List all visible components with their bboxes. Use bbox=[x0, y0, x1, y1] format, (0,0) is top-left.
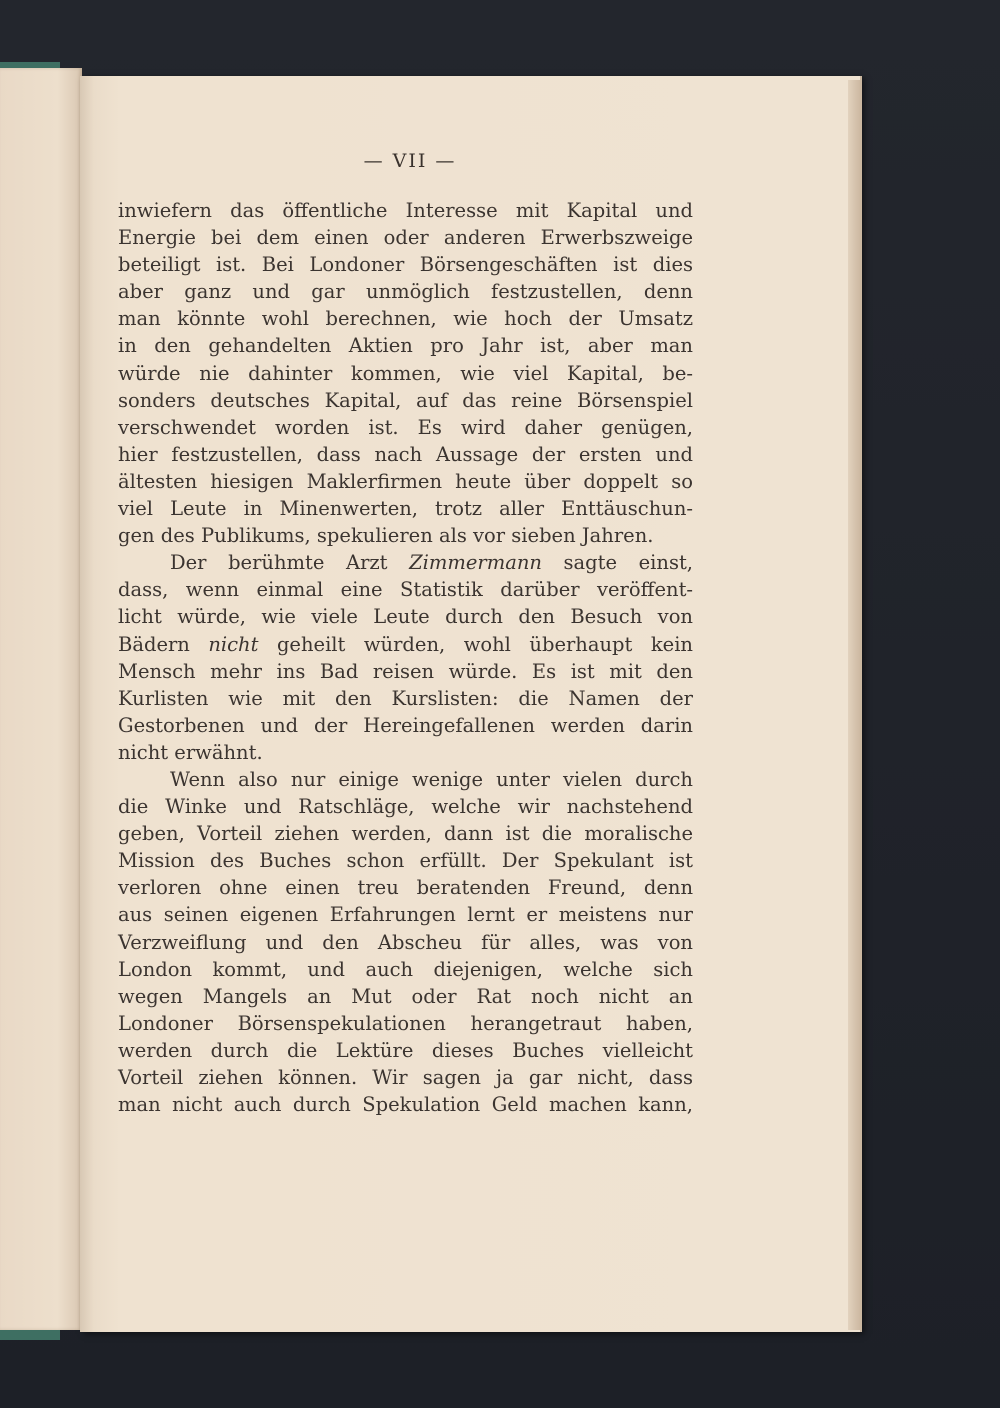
text-line: aus seinen eigenen Erfahrungen lernt er meistens nur bbox=[118, 903, 693, 927]
text-line: gen des Publikums, spekulieren als vor sieben Jahren. bbox=[118, 524, 654, 548]
text-line: Kurlisten wie mit den Kurslisten: die Namen der bbox=[118, 686, 693, 710]
text-line: Energie bei dem einen oder anderen Erwerbszweige bbox=[118, 226, 693, 250]
text-line: Vorteil ziehen können. Wir sagen ja gar nicht, dass bbox=[118, 1066, 693, 1089]
text-line: in den gehandelten Aktien pro Jahr ist, aber man bbox=[118, 334, 693, 358]
text-line: licht würde, wie viele Leute durch den Besuch von bbox=[118, 605, 693, 629]
text-line: aber ganz und gar unmöglich festzustellen, denn bbox=[118, 280, 693, 304]
text-line: würde nie dahinter kommen, wie viel Kapital, be- bbox=[118, 361, 693, 385]
text-line: hier festzustellen, dass nach Aussage der ersten und bbox=[118, 442, 693, 466]
body-text bbox=[118, 197, 693, 1118]
text-line: beteiligt ist. Bei Londoner Börsengeschäften ist dies bbox=[118, 253, 693, 277]
text-line: Londoner Börsenspekulationen herangetraut haben, bbox=[118, 1011, 693, 1035]
text-line: man nicht auch durch Spekulation Geld machen kann, bbox=[118, 1093, 693, 1117]
text-line: London kommt, und auch diejenigen, welche sich bbox=[118, 957, 693, 981]
text-line: verloren ohne einen treu beratenden Freund, denn bbox=[118, 876, 693, 900]
page-fore-edge bbox=[848, 80, 860, 1330]
left-page-edge bbox=[0, 68, 82, 1330]
text-line: viel Leute in Minenwerten, trotz aller Enttäuschun- bbox=[118, 497, 693, 521]
text-line: geben, Vorteil ziehen werden, dann ist die moralische bbox=[118, 822, 693, 846]
paragraph-3 bbox=[118, 766, 693, 1118]
text-line: verschwendet worden ist. Es wird daher genügen, bbox=[118, 415, 693, 439]
text-line: sonders deutsches Kapital, auf das reine Börsenspiel bbox=[118, 388, 693, 412]
text-line: werden durch die Lektüre dieses Buches vielleicht bbox=[118, 1038, 693, 1062]
text-line: Verzweiflung und den Abscheu für alles, was von bbox=[118, 930, 693, 954]
text-line: Mensch mehr ins Bad reisen würde. Es ist mit den bbox=[118, 659, 693, 683]
text-line: ältesten hiesigen Maklerfirmen heute über doppelt so bbox=[118, 469, 693, 493]
text-line-with-emphasis: Bädern nicht geheilt würden, wohl überhaupt kein bbox=[118, 632, 693, 656]
text-line-with-emphasis: Der berühmte Arzt Zimmermann sagte einst, bbox=[170, 551, 693, 575]
text-line: wegen Mangels an Mut oder Rat noch nicht an bbox=[118, 984, 693, 1008]
paragraph-1 bbox=[118, 197, 693, 549]
page-number-header: — VII — bbox=[363, 150, 457, 172]
text-line: nicht erwähnt. bbox=[118, 740, 263, 764]
text-line: Gestorbenen und der Hereingefallenen werden darin bbox=[118, 713, 693, 737]
text-line: dass, wenn einmal eine Statistik darüber veröffent- bbox=[118, 578, 693, 602]
text-line: inwiefern das öffentliche Interesse mit Kapital und bbox=[118, 199, 693, 222]
text-line: die Winke und Ratschläge, welche wir nachstehend bbox=[118, 795, 693, 819]
text-line: man könnte wohl berechnen, wie hoch der Umsatz bbox=[118, 307, 693, 331]
emphasized-word: Zimmermann bbox=[409, 551, 542, 575]
text-line: Mission des Buches schon erfüllt. Der Spekulant ist bbox=[118, 849, 693, 873]
text-line: Wenn also nur einige wenige unter vielen durch bbox=[170, 767, 693, 791]
emphasized-word: nicht bbox=[208, 632, 259, 656]
paragraph-2 bbox=[118, 549, 693, 766]
